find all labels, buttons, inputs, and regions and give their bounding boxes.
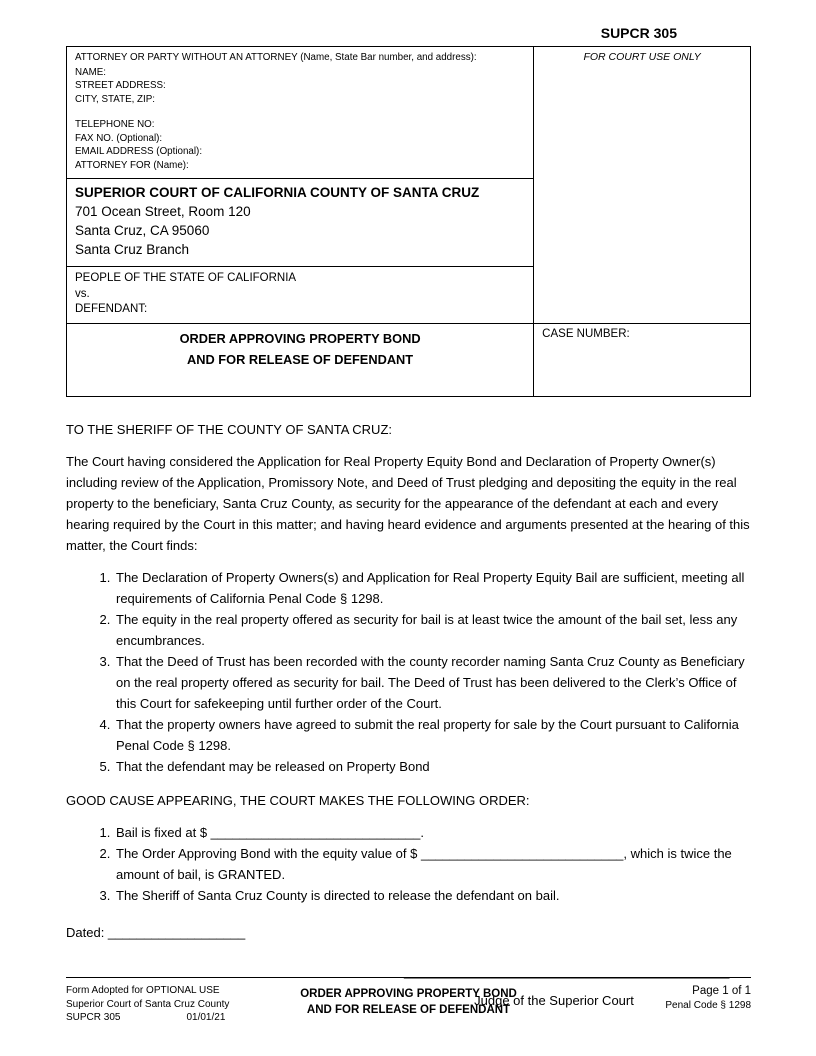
court-name: SUPERIOR COURT OF CALIFORNIA COUNTY OF SANTA CRUZ	[75, 185, 480, 200]
defendant-label: DEFENDANT:	[75, 303, 148, 315]
attorney-block	[67, 47, 534, 179]
order-item: 2. The Order Approving Bond with the equity value of $ ____________________________, which is twice the amount of bail, is GRANTED.	[114, 843, 751, 885]
court-use-only-label: FOR COURT USE ONLY	[583, 51, 701, 63]
intro-paragraph: The Court having considered the Application for Real Property Equity Bond and Declaration of Property Owner(s) including review of the Application, Promissory Note, and Deed of Trust pledging and depositing the equity in the real property to the beneficiary, Santa Cruz County, as security for the appearance of the defendant at each and every hearing required by the Court in this matter; and having heard evidence and arguments presented at the hearing of this matter, the Court finds:	[66, 454, 750, 553]
document-title-line1: ORDER APPROVING PROPERTY BOND	[179, 331, 421, 346]
order-item: 1. Bail is fixed at $ _____________________________.	[114, 822, 751, 843]
footer-court-name: Superior Court of Santa Cruz County	[66, 998, 230, 1010]
dated-line: Dated: ___________________	[66, 925, 246, 940]
document-body	[66, 419, 751, 1011]
judge-signature-caption: Judge of the Superior Court	[474, 993, 634, 1008]
footer-form-number: SUPCR 305	[66, 1012, 121, 1023]
case-number-label: CASE NUMBER:	[542, 328, 630, 340]
form-footer	[66, 977, 751, 1025]
finding-item: 4. That the property owners have agreed to submit the real property for sale by the Court pursuant to California Penal Code § 1298.	[114, 714, 751, 756]
judge-signature-line: _____________________________________________	[404, 964, 730, 979]
form-header-table	[66, 46, 751, 397]
form-number: SUPCR 305	[600, 25, 677, 41]
orders-list	[66, 822, 751, 906]
versus-label: vs.	[75, 287, 90, 300]
finding-item: 1. The Declaration of Property Owners(s) and Application for Real Property Equity Bail are sufficient, meeting all requirements of California Penal Code § 1298.	[114, 567, 751, 609]
document-title-line2: AND FOR RELEASE OF DEFENDANT	[187, 352, 414, 367]
court-branch: Santa Cruz Branch	[75, 242, 190, 257]
footer-title-line1: ORDER APPROVING PROPERTY BOND	[300, 988, 517, 1000]
footer-adoption-note: Form Adopted for OPTIONAL USE	[66, 985, 220, 996]
attorney-field-telephone: TELEPHONE NO:	[75, 119, 155, 130]
attorney-field-attorney-for: ATTORNEY FOR (Name):	[75, 159, 189, 171]
footer-title-block	[300, 984, 517, 1018]
footer-page-number: Page 1 of 1	[692, 985, 751, 997]
court-address-line1: 701 Ocean Street, Room 120	[75, 204, 251, 219]
attorney-field-street: STREET ADDRESS:	[75, 80, 166, 91]
attorney-field-email: EMAIL ADDRESS (Optional):	[75, 146, 203, 157]
order-heading: GOOD CAUSE APPEARING, THE COURT MAKES THE FOLLOWING ORDER:	[66, 793, 530, 808]
attorney-caption: ATTORNEY OR PARTY WITHOUT AN ATTORNEY (Name, State Bar number, and address):	[75, 52, 477, 63]
footer-penal-code: Penal Code § 1298	[665, 1000, 751, 1011]
court-address-line2: Santa Cruz, CA 95060	[75, 223, 210, 238]
document-title-block	[67, 324, 534, 397]
footer-revision-date: 01/01/21	[186, 1012, 226, 1023]
finding-item: 2. The equity in the real property offered as security for bail is at least twice the amount of the bail set, less any encumbrances.	[114, 609, 751, 651]
case-number-cell	[534, 324, 751, 397]
plaintiff-name: PEOPLE OF THE STATE OF CALIFORNIA	[75, 272, 297, 284]
court-use-only-cell	[534, 47, 751, 324]
attorney-field-city: CITY, STATE, ZIP:	[75, 93, 156, 105]
footer-left-block	[66, 984, 229, 1025]
attorney-field-fax: FAX NO. (Optional):	[75, 132, 163, 144]
case-parties-block	[67, 267, 534, 324]
attorney-field-name: NAME:	[75, 66, 107, 78]
salutation: TO THE SHERIFF OF THE COUNTY OF SANTA CRUZ:	[66, 422, 392, 437]
footer-title-line2: AND FOR RELEASE OF DEFENDANT	[306, 1004, 511, 1016]
findings-list	[66, 567, 751, 777]
footer-right-block	[665, 984, 751, 1012]
order-item: 3. The Sheriff of Santa Cruz County is directed to release the defendant on bail.	[114, 885, 751, 906]
court-address-block	[67, 179, 534, 267]
finding-item: 5. That the defendant may be released on Property Bond	[114, 756, 751, 777]
finding-item: 3. That the Deed of Trust has been recorded with the county recorder naming Santa Cruz County as Beneficiary on the real property offered as security for bail. The Deed of Trust has been delivered to the Clerk’s Office of this Court for safekeeping until further order of the Court.	[114, 651, 751, 714]
